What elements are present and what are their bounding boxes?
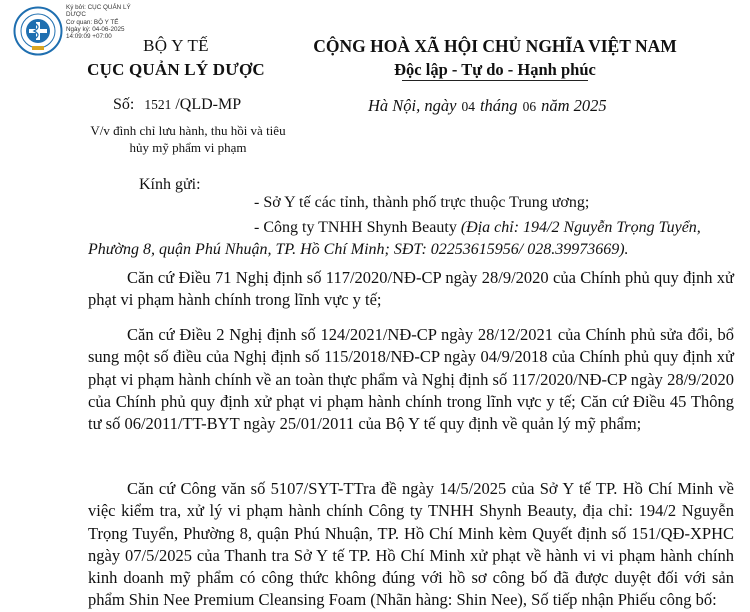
recipient-2-name: - Công ty TNHH Shynh Beauty xyxy=(254,219,457,236)
department-name: CỤC QUẢN LÝ DƯỢC xyxy=(87,60,265,79)
document-subject: V/v đình chỉ lưu hành, thu hồi và tiêu hủy mỹ phẩm vi phạm xyxy=(90,123,286,155)
recipient-1: - Sở Y tế các tỉnh, thành phố trực thuộc Trung ương; xyxy=(254,194,590,211)
number-value: 1521 xyxy=(144,97,172,112)
greeting: Kính gửi: xyxy=(139,176,201,193)
recipient-2 xyxy=(254,219,701,237)
national-motto: Độc lập - Tự do - Hạnh phúc xyxy=(394,60,596,79)
signature-agency: Cơ quan: BỘ Y TẾ xyxy=(66,18,119,26)
motto-underline xyxy=(402,80,588,81)
body-paragraph-2: Căn cứ Điều 2 Nghị định số 124/2021/NĐ-CP ngày 28/12/2021 của Chính phủ sửa đổi, bổ sung một số điều của Nghị định số 115/2018/NĐ-CP ngày 04/9/2018 của Chính phủ quy định xử phạt vi phạm hành chính về an toàn thực phẩm và Nghị định số 117/2020/NĐ-CP ngày 28/9/2020 của Chính phủ quy định xử phạt vi phạm hành chính trong lĩnh vực y tế; Căn cứ Điều 45 Thông tư số 06/2011/TT-BYT ngày 25/01/2011 của Bộ Y tế quy định về quản lý mỹ phẩm; xyxy=(88,325,734,434)
issue-date xyxy=(368,96,607,116)
date-place: Hà Nội, ngày xyxy=(368,96,457,115)
republic-name: CỘNG HOÀ XÃ HỘI CHỦ NGHĨA VIỆT NAM xyxy=(313,36,677,56)
date-year: năm 2025 xyxy=(541,96,607,115)
body-paragraph-3: Căn cứ Công văn số 5107/SYT-TTra đề ngày 14/5/2025 của Sở Y tế TP. Hồ Chí Minh về việc kiểm tra, xử lý vi phạm hành chính Công ty TNHH Shynh Beauty, địa chỉ: 194/2 Nguyễn Trọng Tuyển, Phường 8, quận Phú Nhuận, TP. Hồ Chí Minh kèm Quyết định số 151/QĐ-XPHC ngày 07/5/2025 của Thanh tra Sở Y tế TP. Hồ Chí Minh xử phạt về hành vi vi phạm hành chính kinh doanh mỹ phẩm có công thức không đúng với hồ sơ công bố đã được duyệt đối với sản phẩm Shin Nee Premium Cleansing Foam (Nhãn hàng: Shin Nee), Số tiếp nhận Phiếu công bố: xyxy=(88,479,734,610)
number-suffix: /QLD-MP xyxy=(175,96,242,113)
body-paragraph-1: Căn cứ Điều 71 Nghị định số 117/2020/NĐ-CP ngày 28/9/2020 của Chính phủ quy định xử phạt vi phạm hành chính trong lĩnh vực y tế; xyxy=(88,268,734,310)
recipient-2-address-cont: Phường 8, quận Phú Nhuận, TP. Hồ Chí Minh; SĐT: 02253615956/ 028.39973669). xyxy=(88,241,629,258)
recipient-2-address: (Địa chỉ: 194/2 Nguyễn Trọng Tuyển, xyxy=(460,219,701,236)
ministry-name: BỘ Y TẾ xyxy=(143,36,209,55)
national-heading xyxy=(300,34,690,82)
ministry-seal-icon xyxy=(13,6,63,56)
number-label: Số: xyxy=(113,96,135,113)
date-day: 04 xyxy=(461,99,475,114)
issuing-authority xyxy=(86,34,266,82)
signature-date: Ngày ký: 04-06-2025 14:09:09 +07:00 xyxy=(66,25,125,41)
document-number xyxy=(113,96,241,114)
signature-signer: Ký bởi: CỤC QUẢN LÝ DƯỢC xyxy=(66,4,131,19)
date-month-label: tháng xyxy=(479,96,518,115)
date-month: 06 xyxy=(522,99,537,114)
